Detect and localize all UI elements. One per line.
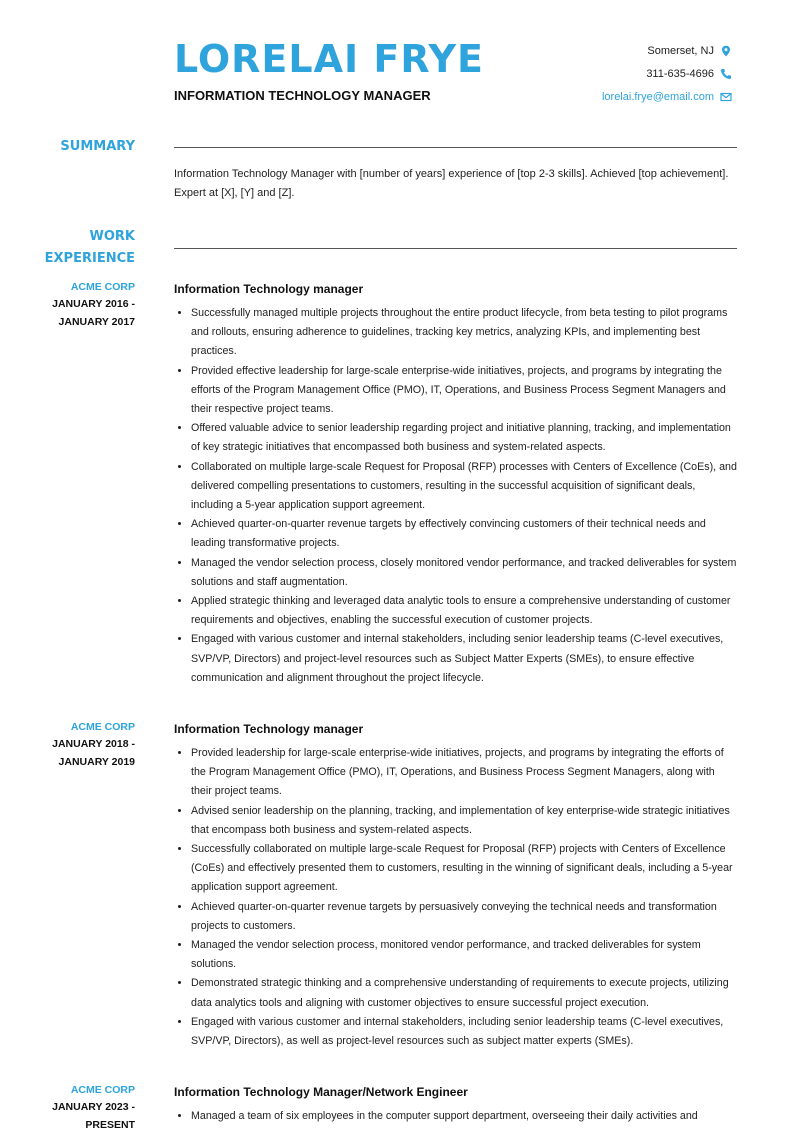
job-entry [174,721,737,1051]
candidate-title: INFORMATION TECHNOLOGY MANAGER [174,88,431,103]
list-item: • Provided effective leadership for large-scale enterprise-wide initiatives, projects, and programs by integrating the efforts of the Program Management Office (PMO), IT, Operations, and Business Process Segment Managers and their respective project teams. [191,362,737,420]
company-name: ACME CORP [70,1084,135,1096]
job-dates: JANUARY 2018 - JANUARY 2019 [52,738,135,768]
job-bullets [174,744,737,1051]
job-role: Information Technology manager [174,722,364,736]
job-meta [45,1082,135,1134]
job-meta [45,719,135,771]
job-entry [174,281,737,688]
summary-text: Information Technology Manager with [number of years] experience of [top 2-3 skills]. Achieved [top achievement]. Expert at [X], [Y] and [Z]. [174,168,729,199]
list-item: • Managed the vendor selection process, monitored vendor performance, and tracked deliverables for system solutions. [191,936,737,974]
work-experience-divider [174,248,737,249]
list-item: • Engaged with various customer and internal stakeholders, including senior leadership teams (C-level executives, SVP/VP, Directors) and project-level resources such as Subject Matter Experts (SMEs), to ensure effective communication and alignment throughout the project lifecycle. [191,630,737,688]
job-meta [45,279,135,331]
list-item: • Achieved quarter-on-quarter revenue targets by effectively convincing customers of their technical needs and leading transformative projects. [191,515,737,553]
summary-divider [174,147,737,148]
job-bullets [174,304,737,688]
map-pin-icon [720,45,732,57]
list-item: • Demonstrated strategic thinking and a comprehensive understanding of requirements to execute projects, utilizing data analytics tools and aligning with customer objectives to ensure successful project execution. [191,974,737,1012]
work-experience-heading-line2: EXPERIENCE [44,251,135,266]
list-item: • Managed the vendor selection process, closely monitored vendor performance, and tracked deliverables for system solutions and staff augmentation. [191,554,737,592]
list-item: • Applied strategic thinking and leveraged data analytic tools to ensure a comprehensive understanding of customer requirements and objectives, enabling the successful execution of customer projects. [191,592,737,630]
candidate-name: LORELAI FRYE [174,37,484,81]
list-item: • Achieved quarter-on-quarter revenue targets by persuasively conveying the technical needs and transformation projects to customers. [191,898,737,936]
job-dates: JANUARY 2023 - PRESENT [52,1101,135,1131]
mail-icon [720,91,732,103]
list-item: • Managed a team of six employees in the computer support department, overseeing their daily activities and [191,1107,737,1126]
contact-email[interactable] [602,86,732,108]
phone-icon [720,68,732,80]
list-item: • Provided leadership for large-scale enterprise-wide initiatives, projects, and programs by integrating the efforts of the Program Management Office (PMO), IT, Operations, and Business Process Segment Managers, along with their project teams. [191,744,737,802]
work-experience-heading [45,226,135,270]
list-item: • Successfully managed multiple projects throughout the entire product lifecycle, from beta testing to pilot programs and rollouts, ensuring adherence to guidelines, tracking key metrics, analyzing KPIs, and implementing best practices. [191,304,737,362]
company-name: ACME CORP [70,281,135,293]
job-entry [174,1084,737,1126]
list-item: • Collaborated on multiple large-scale Request for Proposal (RFP) processes with Centers of Excellence (CoEs), and delivered compelling presentations to customers, resulting in the successful acquisition of significant deals, including a 5-year application support agreement. [191,458,737,516]
contact-phone [602,63,732,85]
list-item: • Engaged with various customer and internal stakeholders, including senior leadership teams (C-level executives, SVP/VP, Directors), as well as project-level resources such as subject matter experts (SMEs). [191,1013,737,1051]
list-item: • Successfully collaborated on multiple large-scale Request for Proposal (RFP) projects with Centers of Excellence (CoEs) and effectively presented them to customers, resulting in the winning of significant deals, including a 5-year application support agreement. [191,840,737,898]
job-role: Information Technology Manager/Network Engineer [174,1085,468,1099]
phone-text: 311-635-4696 [646,68,714,80]
job-dates: JANUARY 2016 - JANUARY 2017 [52,298,135,328]
list-item: • Offered valuable advice to senior leadership regarding project and initiative planning, tracking, and implementation of key strategic initiatives that encompassed both business and system-related aspects. [191,419,737,457]
location-text: Somerset, NJ [647,45,714,57]
contact-location [602,40,732,62]
work-experience-heading-line1: WORK [89,229,135,244]
contact-block [602,40,732,109]
summary-heading: SUMMARY [60,139,135,154]
list-item: • Advised senior leadership on the planning, tracking, and implementation of key enterprise-wide strategic initiatives that encompass both business and system-related aspects. [191,802,737,840]
job-role: Information Technology manager [174,282,364,296]
job-bullets [174,1107,737,1126]
email-link[interactable]: lorelai.frye@email.com [601,91,714,103]
company-name: ACME CORP [70,721,135,733]
